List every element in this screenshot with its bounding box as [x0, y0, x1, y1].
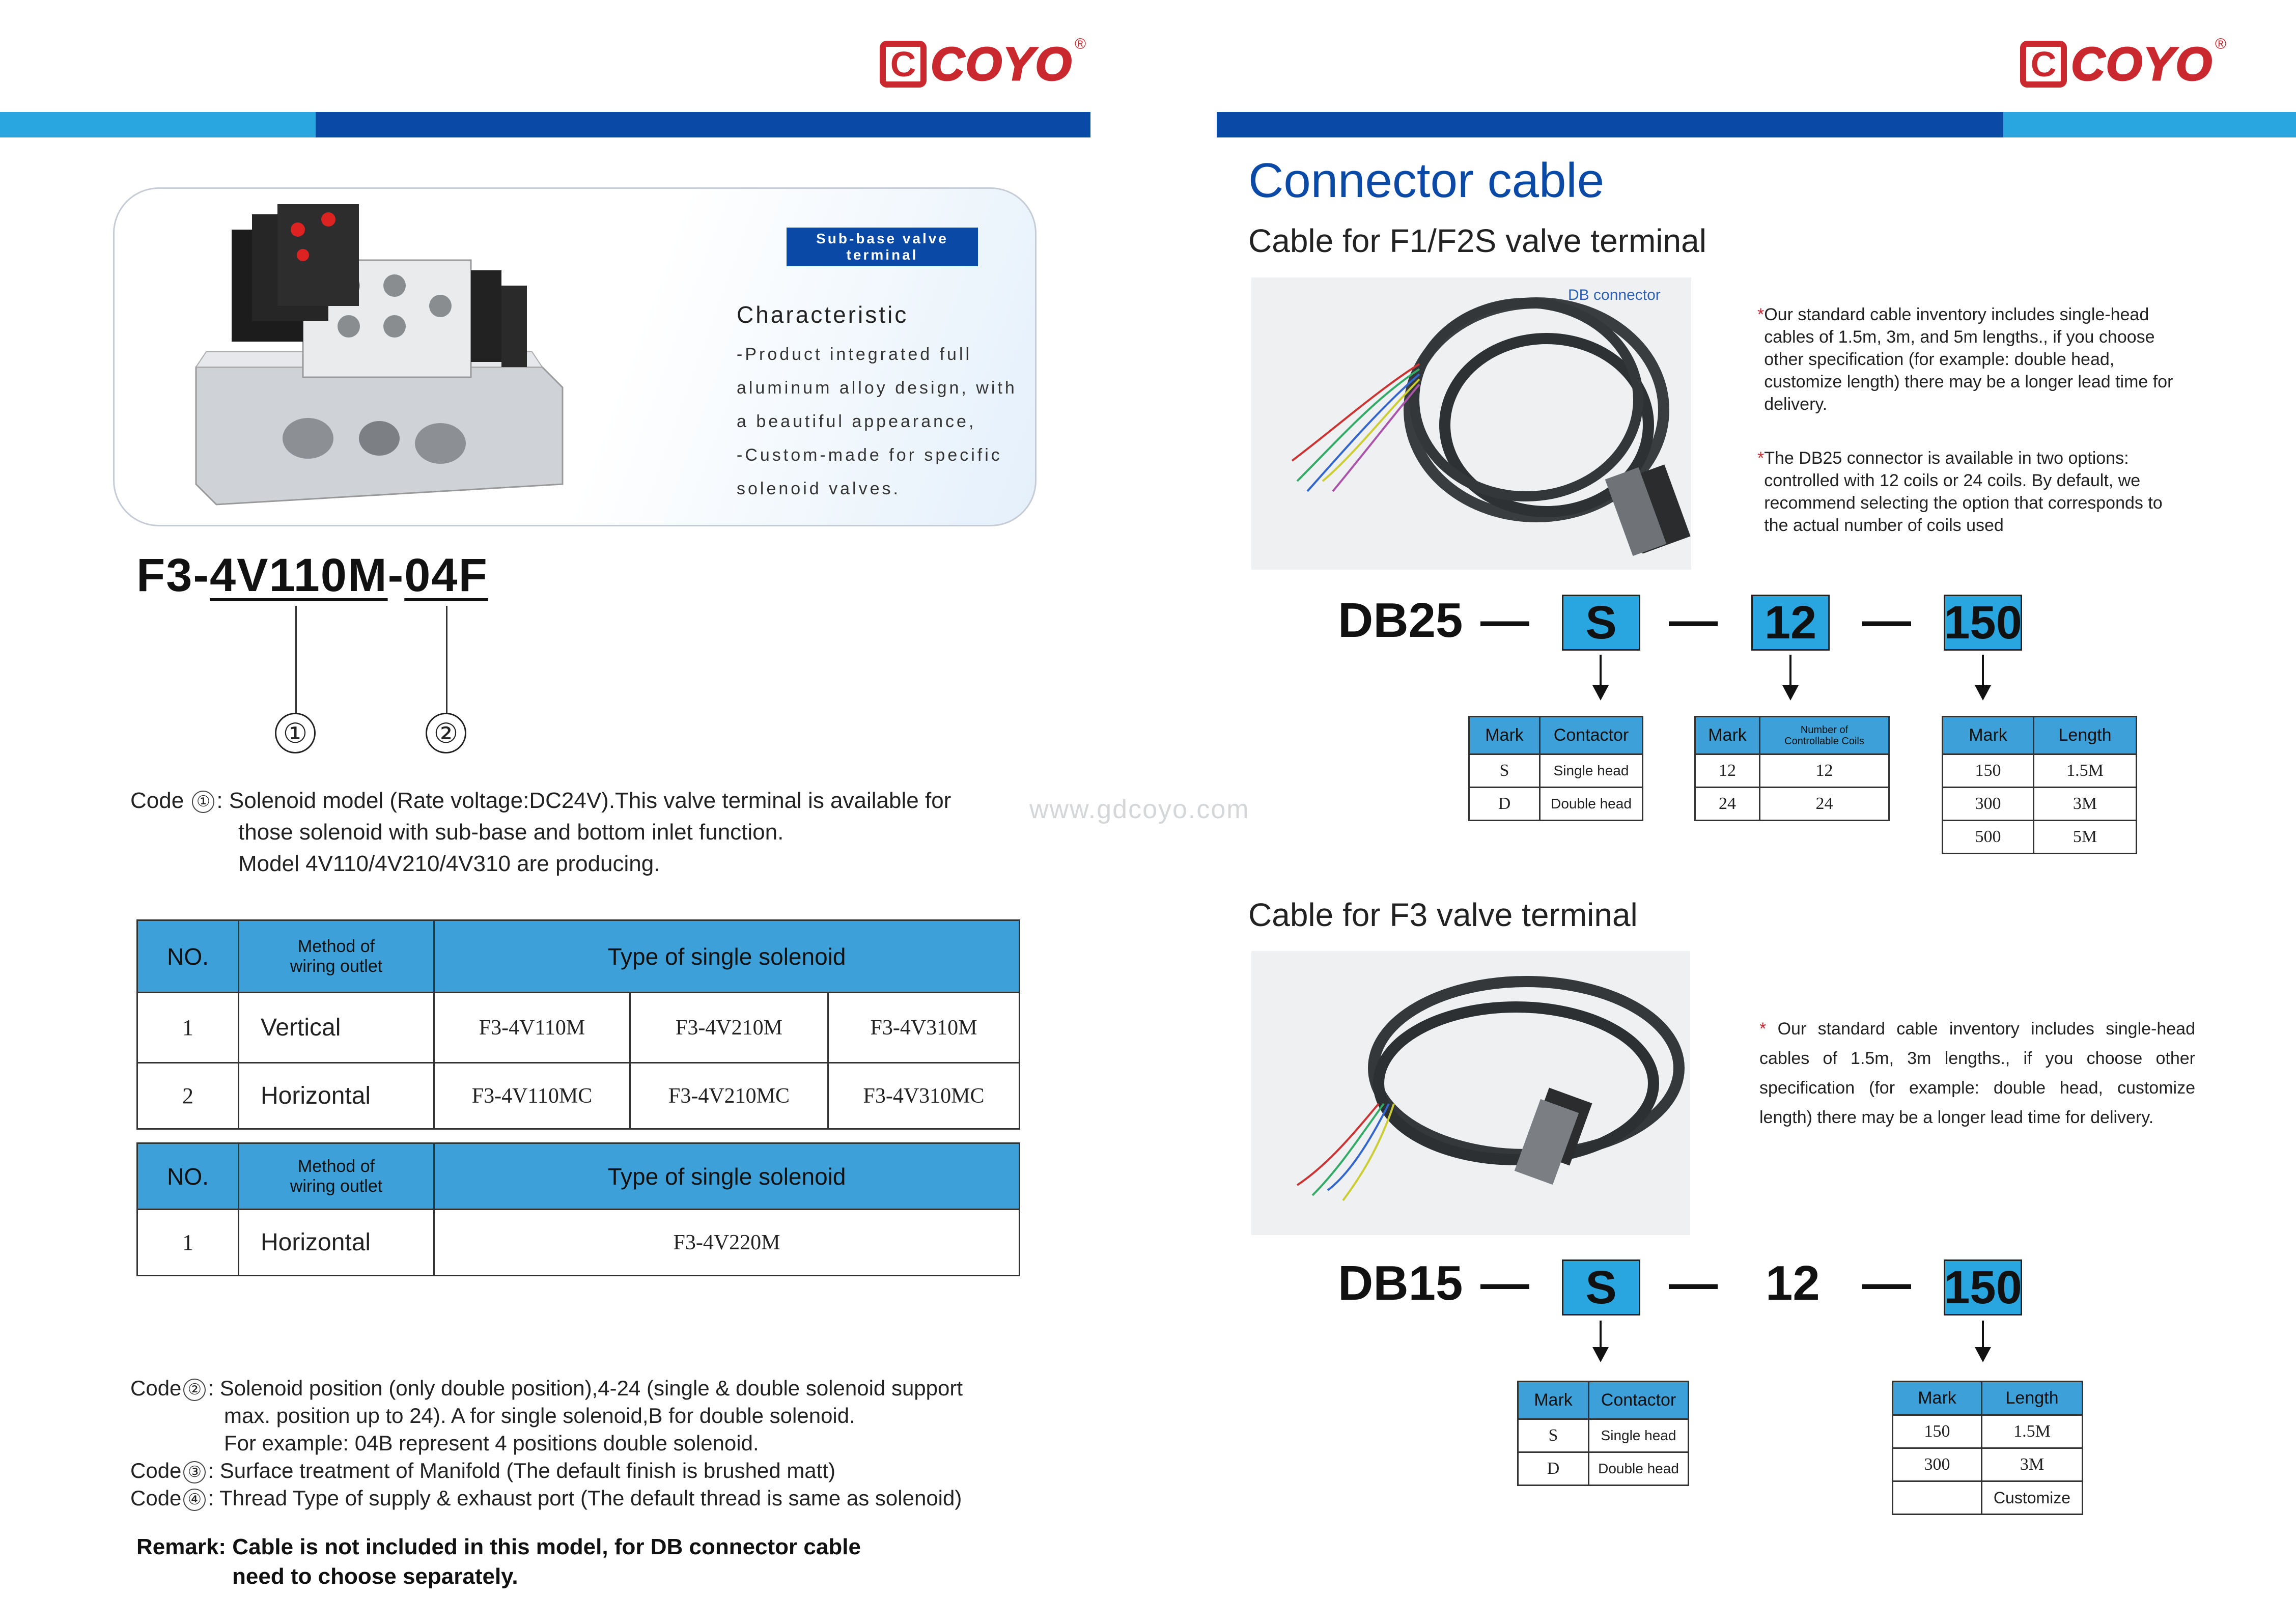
- characteristic-line: aluminum alloy design, with: [737, 378, 1017, 398]
- table-row: [1893, 1448, 2083, 1481]
- table1-header-method: Method of wiring outlet: [239, 920, 434, 993]
- table1-header-type: Type of single solenoid: [434, 920, 1020, 993]
- col-header: Mark: [1695, 717, 1760, 754]
- codes-block: [130, 1375, 1047, 1512]
- arrow-line: [1600, 1321, 1602, 1349]
- valve-terminal-image: [176, 199, 583, 515]
- header-bar-dark-right: [1217, 112, 2003, 137]
- arrow-line: [1982, 1321, 1984, 1349]
- characteristic-line: a beautiful appearance,: [737, 412, 976, 431]
- logo-registered: ®: [1074, 36, 1086, 52]
- logo-registered: ®: [2215, 36, 2227, 52]
- cell: 1.5M: [2034, 754, 2137, 788]
- table-row: [1695, 788, 1889, 821]
- arrow-head: [1592, 685, 1609, 701]
- arrow-line: [1789, 655, 1791, 687]
- cell: 5M: [2034, 821, 2137, 854]
- code-text: : Surface treatment of Manifold (The default finish is brushed matt): [208, 1459, 835, 1482]
- col-header: Length: [2034, 717, 2137, 754]
- cell: D: [1518, 1452, 1589, 1486]
- db15-code-coils: 12: [1766, 1256, 1820, 1310]
- code-circle: ④: [183, 1489, 206, 1511]
- table-row: [1943, 788, 2137, 821]
- table-row: [1943, 821, 2137, 854]
- watermark: www.gdcoyo.com: [1029, 795, 1250, 824]
- code-dash: —: [1669, 1256, 1718, 1310]
- cell: S: [1518, 1419, 1589, 1452]
- code-lead: Code: [130, 1459, 182, 1482]
- col-header: Contactor: [1540, 717, 1643, 754]
- cell: 300: [1893, 1448, 1982, 1481]
- cell: 3M: [2034, 788, 2137, 821]
- arrow-line: [1982, 655, 1984, 687]
- page-title: Connector cable: [1248, 153, 1605, 208]
- note-asterisk: *: [1759, 1019, 1767, 1039]
- cell: 12: [1760, 754, 1889, 788]
- table1-header-no: NO.: [137, 920, 239, 993]
- table1-cell-type: F3-4V110M: [434, 993, 630, 1063]
- marker-1: ①: [275, 713, 316, 753]
- table-row: [137, 1210, 1020, 1276]
- cell: 300: [1943, 788, 2034, 821]
- cell: [1893, 1481, 1982, 1515]
- cell: 1.5M: [1982, 1415, 2083, 1448]
- db15-cable-photo: [1251, 951, 1690, 1235]
- section1-title: Cable for F1/F2S valve terminal: [1248, 222, 1706, 259]
- brand-logo-left: [880, 36, 1086, 93]
- characteristic-line: solenoid valves.: [737, 479, 901, 498]
- remark: [136, 1532, 861, 1591]
- code-line: For example: 04B represent 4 positions double solenoid.: [224, 1431, 759, 1455]
- code1-line3: Model 4V110/4V210/4V310 are producing.: [238, 851, 660, 876]
- arrow-head: [1782, 685, 1799, 701]
- code1-line1: : Solenoid model (Rate voltage:DC24V).This valve terminal is available for: [216, 788, 951, 813]
- code-dash: —: [1862, 593, 1911, 648]
- cell: Customize: [1982, 1481, 2083, 1515]
- table-row: [1518, 1452, 1689, 1486]
- cell: 12: [1695, 754, 1760, 788]
- logo-c-mark: C: [2020, 41, 2067, 88]
- header-bar-dark-left: [316, 112, 1090, 137]
- section2-title: Cable for F3 valve terminal: [1248, 897, 1638, 933]
- logo-c-mark: C: [880, 41, 927, 88]
- table2-cell-no: 1: [137, 1210, 239, 1276]
- cell: S: [1469, 754, 1540, 788]
- table1-cell-no: 2: [137, 1063, 239, 1129]
- cell: 3M: [1982, 1448, 2083, 1481]
- cell: Single head: [1589, 1419, 1689, 1452]
- cell: D: [1469, 788, 1540, 821]
- section1-notes: [1757, 303, 2190, 537]
- db25-contactor-table: [1468, 716, 1643, 821]
- section2-note: [1759, 1014, 2195, 1132]
- code-line: [130, 1485, 1047, 1512]
- cell: Single head: [1540, 754, 1643, 788]
- db25-code-name: DB25: [1338, 593, 1463, 648]
- table1-cell-method: Vertical: [239, 993, 434, 1063]
- note-text: Our standard cable inventory includes single-head cables of 1.5m, 3m lengths., if you choose other specification (for example: double head, customize length) there may be a longer lead time for delivery.: [1759, 1019, 2195, 1127]
- table2-header-type: Type of single solenoid: [434, 1143, 1020, 1210]
- db25-code-length: 150: [1944, 595, 2022, 651]
- logo-text: COYO: [2071, 38, 2213, 90]
- table-row: [1893, 1415, 2083, 1448]
- table-row: [1943, 754, 2137, 788]
- note-text: The DB25 connector is available in two options: controlled with 12 coils or 24 coils. By default, we recommend selecting the option that corresponds to the actual number of coils used: [1764, 449, 2163, 535]
- cable-image: [1251, 277, 1691, 570]
- characteristic-line: -Custom-made for specific: [737, 445, 1002, 465]
- code-line: [130, 1375, 1047, 1402]
- cell: 24: [1695, 788, 1760, 821]
- table-row: [137, 993, 1020, 1063]
- model-leader-line-2: [446, 606, 447, 713]
- table2-cell-method: Horizontal: [239, 1210, 434, 1276]
- note-asterisk: *: [1757, 449, 1765, 468]
- code-lead: Code: [130, 1376, 182, 1400]
- model-part1: 4V110M: [210, 549, 388, 601]
- code-text: : Solenoid position (only double position),4-24 (single & double solenoid support: [208, 1376, 963, 1400]
- table2-header-method: Method of wiring outlet: [239, 1143, 434, 1210]
- db15-contactor-table: [1517, 1381, 1689, 1486]
- note-asterisk: *: [1757, 305, 1765, 324]
- table2-cell-type: F3-4V220M: [434, 1210, 1020, 1276]
- table1-cell-type: F3-4V310MC: [828, 1063, 1020, 1129]
- code-text: : Thread Type of supply & exhaust port (The default thread is same as solenoid): [208, 1486, 962, 1510]
- brand-logo-right: [2020, 36, 2226, 93]
- code-lead: Code: [130, 1486, 182, 1510]
- cell: 24: [1760, 788, 1889, 821]
- col-header: Mark: [1893, 1382, 1982, 1415]
- db15-code-length: 150: [1944, 1259, 2022, 1315]
- logo-text: COYO: [931, 38, 1073, 90]
- table1-cell-type: F3-4V310M: [828, 993, 1020, 1063]
- code1-circle: ①: [192, 791, 214, 813]
- code1-block: [130, 785, 1037, 880]
- code-dash: —: [1862, 1256, 1911, 1310]
- code-line: [130, 1457, 1047, 1485]
- table-row: [1518, 1419, 1689, 1452]
- col-header: Number of Controllable Coils: [1760, 717, 1889, 754]
- code1-lead: Code: [130, 788, 184, 813]
- col-header: Length: [1982, 1382, 2083, 1415]
- table1-cell-type: F3-4V110MC: [434, 1063, 630, 1129]
- header-bar-light-right: [2003, 112, 2296, 137]
- note-item: [1757, 447, 2190, 537]
- product-card: [113, 187, 1037, 526]
- col-header: Mark: [1469, 717, 1540, 754]
- model-prefix: F3-: [136, 549, 210, 601]
- db-connector-label: DB connector: [1568, 287, 1661, 303]
- code-circle: ③: [183, 1461, 206, 1483]
- col-header: Contactor: [1589, 1382, 1689, 1419]
- code-dash: —: [1480, 1256, 1529, 1310]
- table-row: [1695, 754, 1889, 788]
- arrow-head: [1975, 685, 1991, 701]
- arrow-line: [1600, 655, 1602, 687]
- code-dash: —: [1669, 593, 1718, 648]
- remark-line-2: need to choose separately.: [232, 1564, 518, 1589]
- cell: Double head: [1589, 1452, 1689, 1486]
- characteristic-list: [737, 338, 1022, 506]
- db25-coils-table: [1694, 716, 1890, 821]
- cell: 150: [1893, 1415, 1982, 1448]
- table1-cell-method: Horizontal: [239, 1063, 434, 1129]
- code-circle: ②: [183, 1379, 206, 1401]
- db15-code-name: DB15: [1338, 1256, 1463, 1310]
- db25-length-table: [1942, 716, 2137, 854]
- db25-code-s: S: [1562, 595, 1640, 651]
- table2-header-no: NO.: [137, 1143, 239, 1210]
- model-sep: -: [387, 549, 405, 601]
- cell: 150: [1943, 754, 2034, 788]
- table1-cell-no: 1: [137, 993, 239, 1063]
- note-item: [1757, 303, 2190, 415]
- solenoid-table-2: [136, 1142, 1020, 1276]
- model-code: [136, 549, 488, 602]
- table-row: [1469, 788, 1643, 821]
- db15-length-table: [1892, 1381, 2083, 1515]
- characteristic-line: -Product integrated full: [737, 345, 972, 364]
- db15-code-s: S: [1562, 1259, 1640, 1315]
- table1-cell-type: F3-4V210M: [630, 993, 828, 1063]
- model-part2: 04F: [404, 549, 488, 601]
- code-line: max. position up to 24). A for single solenoid,B for double solenoid.: [224, 1404, 855, 1427]
- arrow-head: [1592, 1347, 1609, 1362]
- table1-cell-type: F3-4V210MC: [630, 1063, 828, 1129]
- arrow-head: [1975, 1347, 1991, 1362]
- cable-image: [1251, 951, 1690, 1235]
- col-header: Mark: [1943, 717, 2034, 754]
- characteristic-title: Characteristic: [737, 301, 909, 328]
- header-bar-light-left: [0, 112, 316, 137]
- cell: Double head: [1540, 788, 1643, 821]
- table-row: [1469, 754, 1643, 788]
- db25-code-coils: 12: [1751, 595, 1830, 651]
- product-badge: Sub-base valve terminal: [787, 228, 978, 266]
- model-leader-line-1: [295, 606, 297, 713]
- db25-cable-photo: [1251, 277, 1691, 570]
- table-row: [1893, 1481, 2083, 1515]
- marker-2: ②: [426, 713, 466, 753]
- remark-line-1: Remark: Cable is not included in this model, for DB connector cable: [136, 1534, 861, 1559]
- col-header: Mark: [1518, 1382, 1589, 1419]
- solenoid-table-1: [136, 919, 1020, 1130]
- code-dash: —: [1480, 593, 1529, 648]
- note-text: Our standard cable inventory includes single-head cables of 1.5m, 3m, and 5m lengths., if you choose other specification (for example: double head, customize length) there may be a longer lead time for delivery.: [1764, 305, 2173, 414]
- code1-line2: those solenoid with sub-base and bottom inlet function.: [238, 820, 784, 845]
- table-row: [137, 1063, 1020, 1129]
- cell: 500: [1943, 821, 2034, 854]
